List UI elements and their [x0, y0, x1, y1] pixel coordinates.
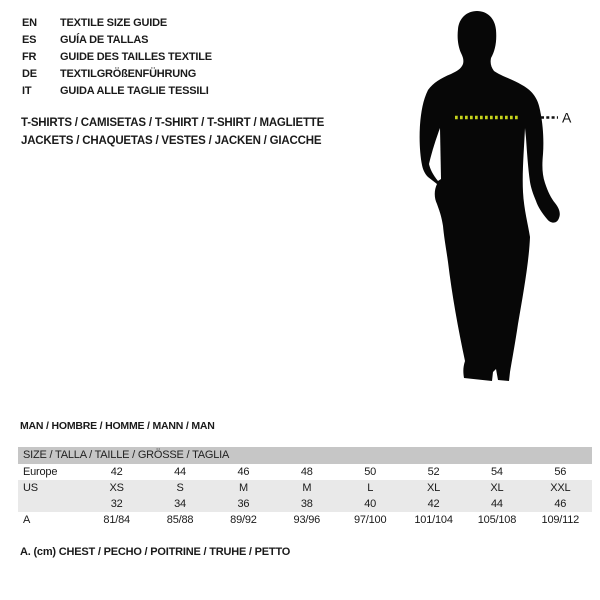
table-cell: 44	[174, 466, 186, 478]
table-cell: L	[367, 482, 374, 494]
table-cell: 81/84	[103, 514, 130, 526]
language-code: EN	[22, 16, 37, 29]
table-cell: 101/104	[414, 514, 453, 526]
size-table	[18, 447, 592, 528]
language-code: DE	[22, 67, 37, 80]
man-silhouette-figure	[395, 0, 580, 390]
language-title: GUÍA DE TALLAS	[60, 33, 149, 46]
table-row-numeric	[18, 496, 592, 512]
table-cell: 48	[300, 466, 313, 478]
table-cell: 97/100	[353, 514, 387, 526]
language-row	[22, 31, 212, 48]
table-cell: 54	[491, 466, 503, 478]
language-code: FR	[22, 50, 37, 63]
language-row	[22, 65, 212, 82]
table-cell: 34	[174, 498, 186, 510]
language-row	[22, 82, 212, 99]
measurement-footnote: A. (cm) CHEST / PECHO / POITRINE / TRUHE / PETTO	[20, 546, 291, 558]
table-cell: XS	[109, 482, 124, 494]
table-cell: 38	[300, 498, 313, 510]
language-row	[22, 14, 212, 31]
table-cell: 85/88	[166, 514, 194, 526]
category-line-jackets: JACKETS / CHAQUETAS / VESTES / JACKEN / GIACCHE	[21, 135, 322, 147]
table-cell: XL	[427, 482, 441, 494]
table-cell: 32	[110, 498, 123, 510]
row-label: Europe	[23, 466, 58, 478]
table-cell: XXL	[550, 482, 571, 494]
table-cell: 89/92	[230, 514, 257, 526]
table-cell: 46	[554, 498, 567, 510]
table-cell: 46	[237, 466, 250, 478]
table-cell: XL	[490, 482, 504, 494]
language-title: GUIDA ALLE TAGLIE TESSILI	[60, 84, 209, 97]
language-list	[22, 14, 212, 99]
row-label: A	[23, 514, 31, 526]
table-cell: 40	[364, 498, 377, 510]
language-title: TEXTILE SIZE GUIDE	[60, 16, 168, 29]
table-cell: 93/96	[293, 514, 321, 526]
language-title: TEXTILGRÖßENFÜHRUNG	[60, 67, 197, 80]
table-cell: 36	[237, 498, 250, 510]
table-row-chest	[18, 512, 592, 528]
language-title: GUIDE DES TAILLES TEXTILE	[60, 50, 212, 63]
table-cell: 52	[427, 466, 440, 478]
table-cell: 42	[110, 466, 123, 478]
table-cell: 42	[427, 498, 440, 510]
table-cell: 105/108	[477, 514, 517, 526]
table-cell: 109/112	[541, 514, 580, 526]
man-silhouette	[420, 11, 560, 381]
row-label: US	[23, 482, 38, 494]
table-cell: M	[238, 482, 248, 494]
table-cell: 50	[364, 466, 377, 478]
category-line-tshirts: T-SHIRTS / CAMISETAS / T-SHIRT / T-SHIRT / MAGLIETTE	[21, 117, 325, 129]
table-cell: 56	[554, 466, 567, 478]
table-cell: 44	[491, 498, 503, 510]
language-row	[22, 48, 212, 65]
table-cell: M	[302, 482, 312, 494]
measurement-label: A	[562, 109, 572, 126]
category-list	[21, 114, 324, 150]
table-row-europe	[18, 464, 592, 480]
table-row-us	[18, 480, 592, 496]
table-header: SIZE / TALLA / TAILLE / GRÖSSE / TAGLIA	[18, 447, 592, 464]
table-cell: S	[176, 482, 184, 494]
section-title: MAN / HOMBRE / HOMME / MANN / MAN	[20, 420, 215, 432]
language-code: IT	[22, 84, 32, 97]
language-code: ES	[22, 33, 37, 46]
